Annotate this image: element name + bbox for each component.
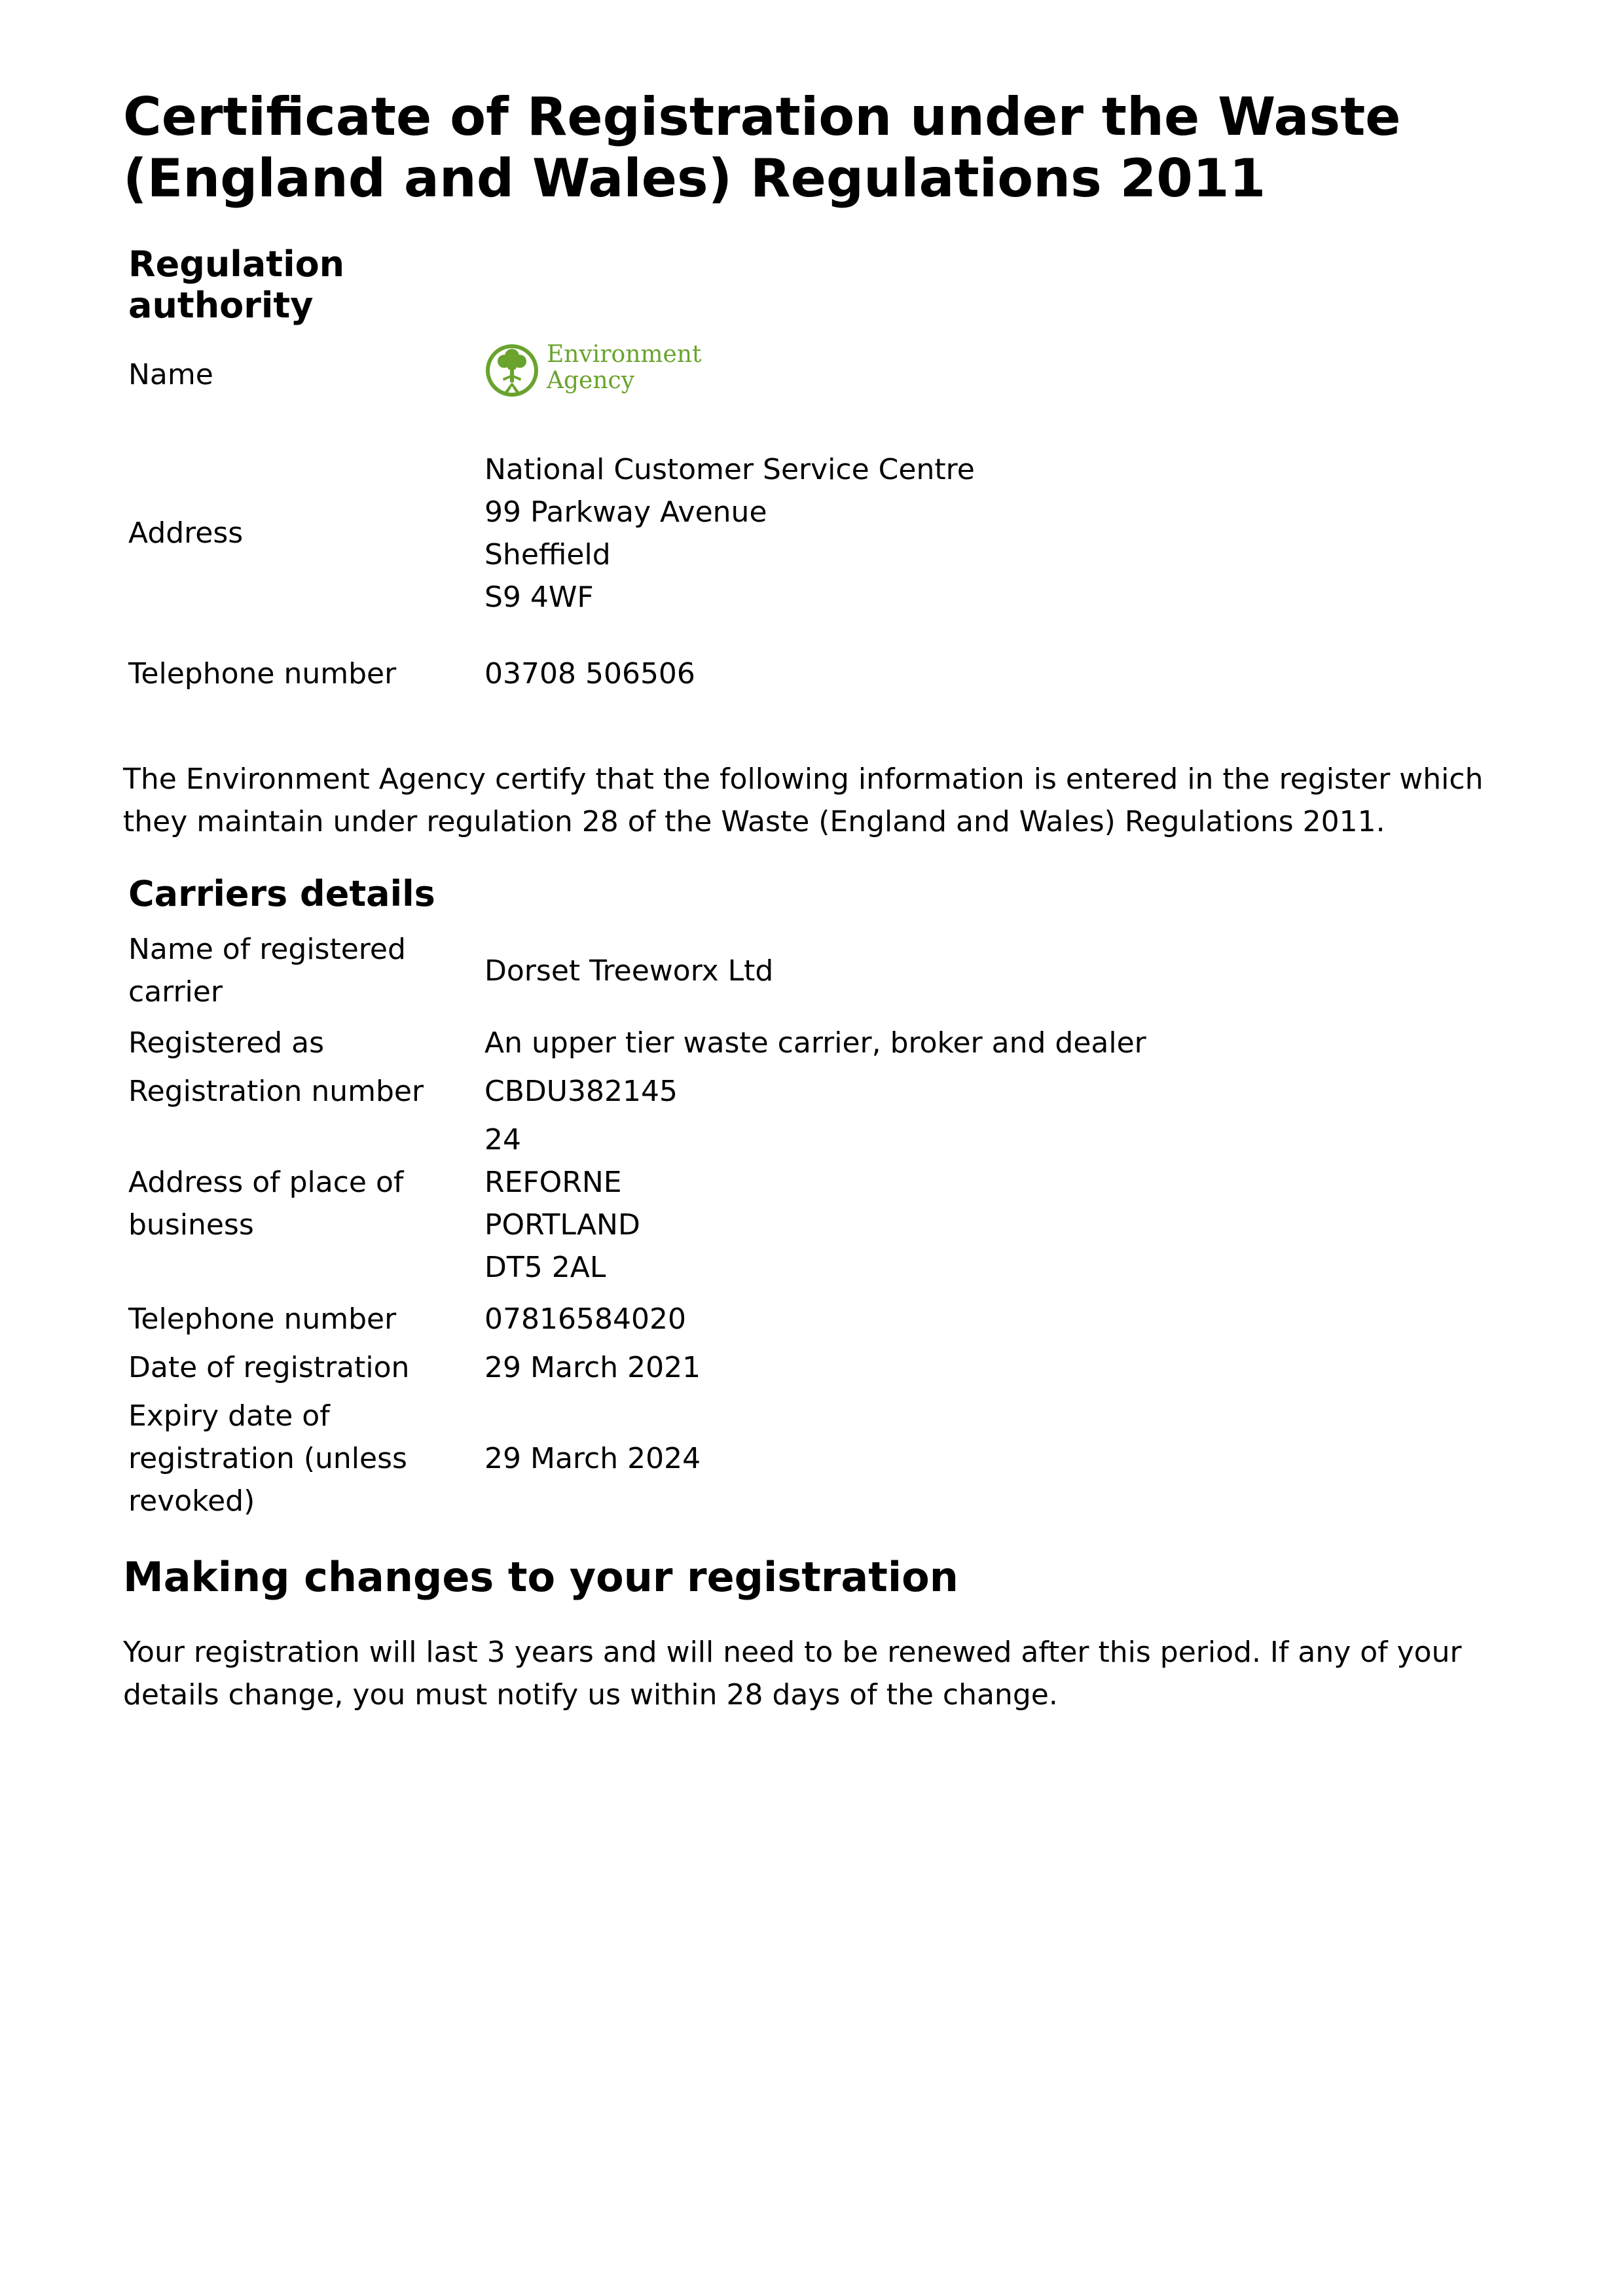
certification-line-1: The Environment Agency certify that the following information is entered in the register which	[123, 762, 1484, 796]
certificate-page	[123, 0, 1504, 2296]
expiry-date-value: 29 March 2024	[484, 1442, 701, 1475]
making-changes-heading: Making changes to your registration	[123, 1553, 958, 1601]
business-address-label	[128, 1161, 469, 1246]
expiry-date-label	[128, 1395, 469, 1522]
changes-text-line-2: details change, you must notify us within 28 days of the change.	[123, 1678, 1058, 1712]
carrier-name-label	[128, 928, 469, 1013]
address-line: REFORNE	[484, 1166, 622, 1199]
making-changes-text	[123, 1631, 1504, 1716]
registered-as-label: Registered as	[128, 1026, 325, 1060]
registration-date-value: 29 March 2021	[484, 1351, 701, 1384]
changes-text-line-1: Your registration will last 3 years and will need to be renewed after this period. If any of your	[123, 1636, 1462, 1669]
authority-heading-line-2: authority	[128, 285, 314, 326]
certification-statement	[123, 758, 1504, 843]
address-line: National Customer Service Centre	[484, 453, 975, 486]
logo-text-agency: Agency	[547, 367, 635, 394]
address-line: S9 4WF	[484, 581, 594, 614]
carriers-details-heading: Carriers details	[128, 873, 435, 914]
page-title	[123, 86, 1498, 209]
registration-number-value: CBDU382145	[484, 1075, 678, 1108]
address-line: PORTLAND	[484, 1208, 640, 1242]
expiry-label-line-1: Expiry date of	[128, 1399, 330, 1433]
business-address-value	[484, 1119, 1467, 1289]
title-line-1: Certificate of Registration under the Waste	[123, 86, 1401, 147]
carrier-telephone-label: Telephone number	[128, 1302, 397, 1336]
address-line: 99 Parkway Avenue	[484, 495, 767, 529]
business-address-label-line-2: business	[128, 1208, 254, 1242]
authority-name-label: Name	[128, 358, 213, 391]
environment-agency-logo	[484, 338, 702, 403]
address-line: 24	[484, 1123, 521, 1157]
authority-address-value	[484, 448, 1467, 619]
expiry-label-line-3: revoked)	[128, 1484, 255, 1518]
carrier-name-label-line-2: carrier	[128, 975, 223, 1009]
authority-heading-line-1: Regulation	[128, 243, 345, 285]
authority-address-label: Address	[128, 516, 244, 550]
regulation-authority-heading	[128, 243, 456, 326]
expiry-label-line-2: registration (unless	[128, 1442, 407, 1475]
carrier-name-value: Dorset Treeworx Ltd	[484, 954, 774, 988]
registration-number-label: Registration number	[128, 1075, 424, 1108]
certification-line-2: they maintain under regulation 28 of the Waste (England and Wales) Regulations 2011.	[123, 805, 1385, 838]
logo-text-environment: Environment	[547, 341, 702, 368]
authority-telephone-label: Telephone number	[128, 657, 397, 691]
carrier-telephone-value: 07816584020	[484, 1302, 686, 1336]
business-address-label-line-1: Address of place of	[128, 1166, 404, 1199]
title-line-2: (England and Wales) Regulations 2011	[123, 148, 1266, 209]
address-line: Sheffield	[484, 538, 611, 571]
tree-icon	[484, 338, 543, 403]
authority-telephone-value: 03708 506506	[484, 657, 695, 691]
carrier-name-label-line-1: Name of registered	[128, 933, 406, 966]
registration-date-label: Date of registration	[128, 1351, 410, 1384]
address-line: DT5 2AL	[484, 1251, 606, 1284]
registered-as-value: An upper tier waste carrier, broker and dealer	[484, 1026, 1146, 1060]
